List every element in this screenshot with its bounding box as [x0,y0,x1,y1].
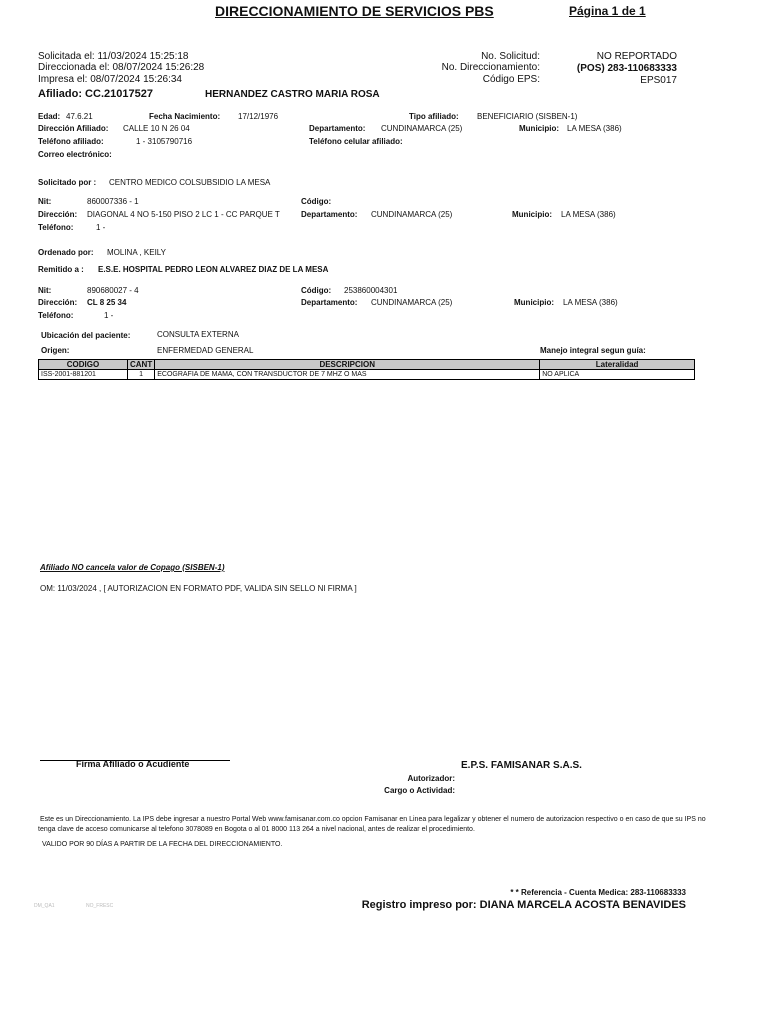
nit-solicitante-label: Nit: [38,197,52,206]
services-table [38,359,695,380]
municipio-afiliado-value: LA MESA (386) [567,124,622,133]
no-direccionamiento-label: No. Direccionamiento: [441,62,540,73]
direccion-remitido-label: Dirección: [38,298,78,307]
direccion-afiliado-value: CALLE 10 N 26 04 [123,124,190,133]
eps-name: E.P.S. FAMISANAR S.A.S. [461,760,582,771]
nit-solicitante-value: 860007336 - 1 [87,197,139,206]
ubicacion-value: CONSULTA EXTERNA [157,330,239,339]
afiliado-id: Afiliado: CC.21017527 [38,88,153,100]
om-note: OM: 11/03/2024 , [ AUTORIZACION EN FORMATO PDF, VALIDA SIN SELLO NI FIRMA ] [40,584,357,593]
telefono-afiliado-value: 1 - 3105790716 [136,137,193,146]
registro-impreso: Registro impreso por: DIANA MARCELA ACOSTA BENAVIDES [361,899,686,911]
codigo-eps-value: EPS017 [640,75,677,86]
table-row [39,370,695,380]
firma-label: Firma Afiliado o Acudiente [76,759,190,769]
departamento-solicitante-label: Departamento: [301,210,358,219]
fecha-solicitada: Solicitada el: 11/03/2024 15:25:18 [38,51,189,62]
codigo-solicitante-label: Código: [301,197,332,206]
col-descripcion: DESCRIPCION [155,360,540,370]
solicitado-por-value: CENTRO MEDICO COLSUBSIDIO LA MESA [109,178,271,187]
direccion-solicitante-value: DIAGONAL 4 NO 5-150 PISO 2 LC 1 - CC PARQUE T [87,210,280,219]
referencia-cuenta: * * Referencia - Cuenta Medica: 283-110683333 [510,888,686,897]
col-lateralidad: Lateralidad [540,360,695,370]
no-solicitud-label: No. Solicitud: [481,51,540,62]
direccion-afiliado-label: Dirección Afiliado: [38,124,109,133]
remitido-a-label: Remitido a : [38,265,84,274]
validity-note: VALIDO POR 90 DÍAS A PARTIR DE LA FECHA DEL DIRECCIONAMIENTO. [42,841,283,848]
origen-value: ENFERMEDAD GENERAL [157,346,254,355]
no-direccionamiento-value: (POS) 283-110683333 [576,63,677,74]
no-solicitud-value: NO REPORTADO [596,51,677,62]
faint-code-1: DM_QA1 [34,903,55,909]
footer-note-1: Este es un Direccionamiento. La IPS debe ingresar a nuestro Portal Web www.famisanar.com.co opcion Famisanar en Linea para legalizar y obtener el numero de autorizacion respectivo o en caso de que su IPS no [40,816,706,823]
afiliado-name: HERNANDEZ CASTRO MARIA ROSA [205,89,380,100]
manejo-integral-label: Manejo integral segun guía: [540,346,646,355]
departamento-afiliado-value: CUNDINAMARCA (25) [381,124,463,133]
municipio-remitido-label: Municipio: [514,298,554,307]
footer-note-2: tenga clave de acceso comunicarse al telefono 3078089 en Bogota o al 01 8000 113 264 a nivel nacional, antes de realizar el procedimiento. [38,826,475,833]
municipio-afiliado-label: Municipio: [519,124,559,133]
telefono-remitido-value: 1 - [104,311,114,320]
edad-label: Edad: [38,112,61,121]
cell-codigo: ISS-2001-881201 [39,370,128,380]
codigo-remitido-value: 253860004301 [344,286,398,295]
telefono-remitido-label: Teléfono: [38,311,74,320]
telefono-afiliado-label: Teléfono afiliado: [38,137,104,146]
tipo-afiliado-label: Tipo afiliado: [409,112,459,121]
telefono-celular-label: Teléfono celular afiliado: [309,137,403,146]
direccion-remitido-value: CL 8 25 34 [87,298,127,307]
fecha-impresa: Impresa el: 08/07/2024 15:26:34 [38,74,182,85]
col-cant: CANT [128,360,155,370]
telefono-solicitante-value: 1 - [96,223,106,232]
municipio-solicitante-value: LA MESA (386) [561,210,616,219]
cell-descripcion: ECOGRAFIA DE MAMA, CON TRANSDUCTOR DE 7 MHZ O MAS [155,370,540,380]
municipio-solicitante-label: Municipio: [512,210,552,219]
remitido-a-value: E.S.E. HOSPITAL PEDRO LEON ALVAREZ DIAZ DE LA MESA [98,265,329,274]
copago-note: Afiliado NO cancela valor de Copago (SISBEN-1) [40,563,225,572]
cargo-label: Cargo o Actividad: [384,786,455,795]
page-number: Página 1 de 1 [569,4,646,18]
col-codigo: CODIGO [39,360,128,370]
ubicacion-label: Ubicación del paciente: [41,331,131,340]
ordenado-por-label: Ordenado por: [38,248,94,257]
fecha-nacimiento-label: Fecha Nacimiento: [149,112,221,121]
cell-cant: 1 [128,370,155,380]
ordenado-por-value: MOLINA , KEILY [107,248,166,257]
autorizador-label: Autorizador: [407,774,455,783]
departamento-remitido-label: Departamento: [301,298,358,307]
departamento-solicitante-value: CUNDINAMARCA (25) [371,210,453,219]
nit-remitido-value: 890680027 - 4 [87,286,139,295]
municipio-remitido-value: LA MESA (386) [563,298,618,307]
fecha-direccionada: Direccionada el: 08/07/2024 15:26:28 [38,62,205,73]
tipo-afiliado-value: BENEFICIARIO (SISBEN-1) [477,112,578,121]
fecha-nacimiento-value: 17/12/1976 [238,112,279,121]
solicitado-por-label: Solicitado por : [38,178,97,187]
document-title: DIRECCIONAMIENTO DE SERVICIOS PBS [215,3,494,19]
origen-label: Origen: [41,346,70,355]
direccion-solicitante-label: Dirección: [38,210,78,219]
codigo-remitido-label: Código: [301,286,332,295]
departamento-afiliado-label: Departamento: [309,124,366,133]
nit-remitido-label: Nit: [38,286,52,295]
correo-label: Correo electrónico: [38,150,112,159]
table-header-row [39,360,695,370]
edad-value: 47.6.21 [66,112,93,121]
codigo-eps-label: Código EPS: [482,74,540,85]
faint-code-2: NO_FRESC [86,903,114,909]
cell-lateralidad: NO APLICA [540,370,695,380]
telefono-solicitante-label: Teléfono: [38,223,74,232]
departamento-remitido-value: CUNDINAMARCA (25) [371,298,453,307]
